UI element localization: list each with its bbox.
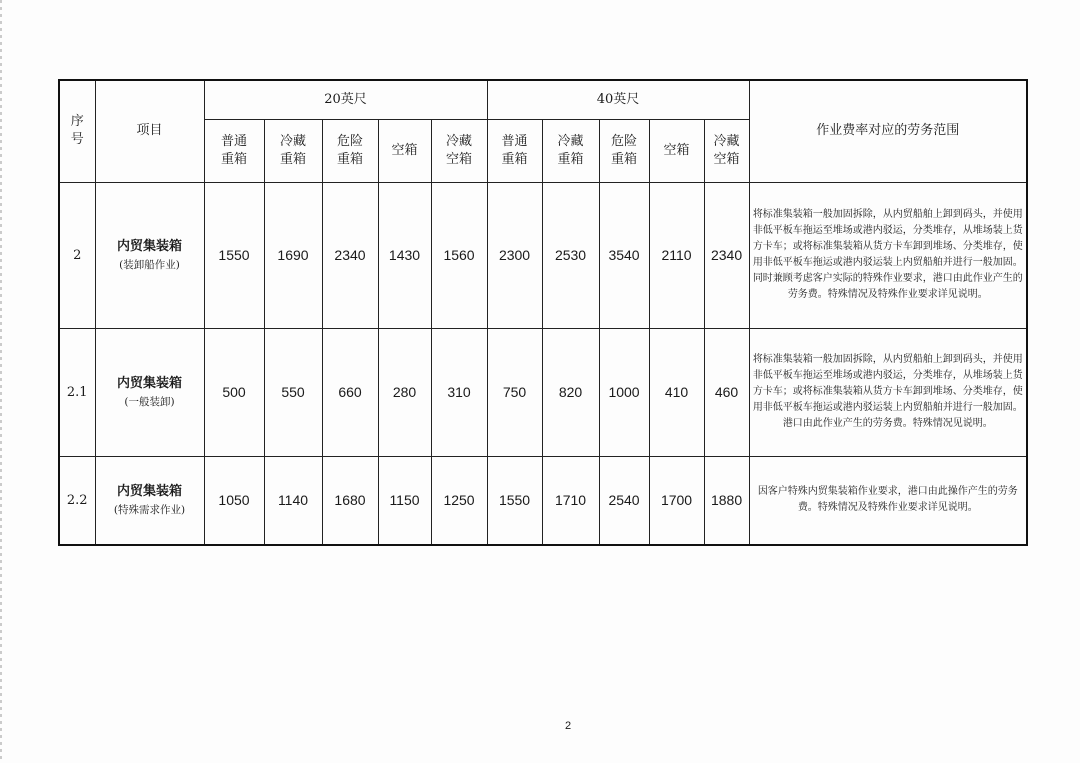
cell-20-dangerous: 2340 (322, 182, 378, 328)
sub-header-20-regular: 普通 重箱 (204, 119, 264, 182)
page-number: 2 (565, 720, 572, 732)
col-20ft-header: 20英尺 (204, 80, 487, 119)
row-scope-description: 因客户特殊内贸集装箱作业要求，港口由此操作产生的劳务费。特殊情况及特殊作业要求详见说明。 (749, 456, 1027, 545)
table-row (59, 456, 1027, 545)
cell-40-empty: 410 (649, 328, 704, 456)
row-item (95, 456, 204, 545)
row-index: 2 (59, 182, 95, 328)
table-row (59, 182, 1027, 328)
binding-edge (0, 0, 2, 763)
col-scope-header: 作业费率对应的劳务范围 (749, 80, 1027, 182)
row-index: 2.2 (59, 456, 95, 545)
cell-20-reefer: 1140 (264, 456, 322, 545)
sub-header-40-regular: 普通 重箱 (487, 119, 542, 182)
cell-40-reefer-empty: 2340 (704, 182, 749, 328)
row-item-name: 内贸集装箱 (116, 484, 182, 500)
cell-20-reefer-empty: 1560 (431, 182, 487, 328)
cell-40-regular: 750 (487, 328, 542, 456)
cell-40-reefer: 2530 (542, 182, 599, 328)
row-scope-description: 将标准集装箱一般加固拆除，从内贸船舶上卸到码头，并使用非低平板车拖运至堆场或港内驳运，分类堆存，从堆场装上货方卡车；或将标准集装箱从货方卡车卸到堆场、分类堆存，使用非低平板车拖运或港内驳运装上内贸船舶并进行一般加固。港口由此作业产生的劳务费。特殊情况见说明。 (749, 328, 1027, 456)
row-scope-description: 将标准集装箱一般加固拆除，从内贸船舶上卸到码头，并使用非低平板车拖运至堆场或港内驳运，分类堆存，从堆场装上货方卡车；或将标准集装箱从货方卡车卸到堆场、分类堆存，使用非低平板车拖运或港内驳运装上内贸船舶并进行一般加固。同时兼顾考虑客户实际的特殊作业要求，港口由此作业产生的劳务费。特殊情况及特殊作业要求详见说明。 (749, 182, 1027, 328)
sub-header-20-reefer-empty: 冷藏 空箱 (431, 119, 487, 182)
cell-40-dangerous: 2540 (599, 456, 649, 545)
cell-40-empty: 1700 (649, 456, 704, 545)
cell-20-reefer-empty: 1250 (431, 456, 487, 545)
sub-header-20-empty: 空箱 (378, 119, 431, 182)
sub-header-40-dangerous: 危险 重箱 (599, 119, 649, 182)
cell-40-reefer: 820 (542, 328, 599, 456)
cell-40-regular: 1550 (487, 456, 542, 545)
cell-20-dangerous: 660 (322, 328, 378, 456)
sub-header-20-reefer: 冷藏 重箱 (264, 119, 322, 182)
fee-table (58, 79, 1028, 546)
cell-20-regular: 500 (204, 328, 264, 456)
sub-header-40-empty: 空箱 (649, 119, 704, 182)
row-item-name: 内贸集装箱 (116, 376, 182, 391)
row-index: 2.1 (59, 328, 95, 456)
col-index-header: 序 号 (59, 80, 95, 182)
sub-header-40-reefer: 冷藏 重箱 (542, 119, 599, 182)
row-item-sub: (一般装卸) (124, 396, 175, 408)
cell-40-empty: 2110 (649, 182, 704, 328)
cell-40-reefer: 1710 (542, 456, 599, 545)
header-row-top (59, 80, 1027, 119)
cell-40-reefer-empty: 460 (704, 328, 749, 456)
col-40ft-header: 40英尺 (487, 80, 749, 119)
cell-20-dangerous: 1680 (322, 456, 378, 545)
cell-40-dangerous: 3540 (599, 182, 649, 328)
cell-20-regular: 1050 (204, 456, 264, 545)
cell-20-empty: 1150 (378, 456, 431, 545)
cell-20-empty: 280 (378, 328, 431, 456)
cell-40-reefer-empty: 1880 (704, 456, 749, 545)
cell-20-reefer-empty: 310 (431, 328, 487, 456)
row-item (95, 182, 204, 328)
cell-20-empty: 1430 (378, 182, 431, 328)
cell-20-reefer: 550 (264, 328, 322, 456)
row-item-sub: (特殊需求作业) (113, 504, 186, 517)
cell-40-regular: 2300 (487, 182, 542, 328)
cell-20-regular: 1550 (204, 182, 264, 328)
table-row (59, 328, 1027, 456)
row-item (95, 328, 204, 456)
cell-40-dangerous: 1000 (599, 328, 649, 456)
col-item-header: 项目 (95, 80, 204, 182)
sub-header-20-dangerous: 危险 重箱 (322, 119, 378, 182)
sub-header-40-reefer-empty: 冷藏 空箱 (704, 119, 749, 182)
row-item-name: 内贸集装箱 (116, 239, 182, 254)
row-item-sub: (装卸船作业) (119, 259, 180, 271)
cell-20-reefer: 1690 (264, 182, 322, 328)
